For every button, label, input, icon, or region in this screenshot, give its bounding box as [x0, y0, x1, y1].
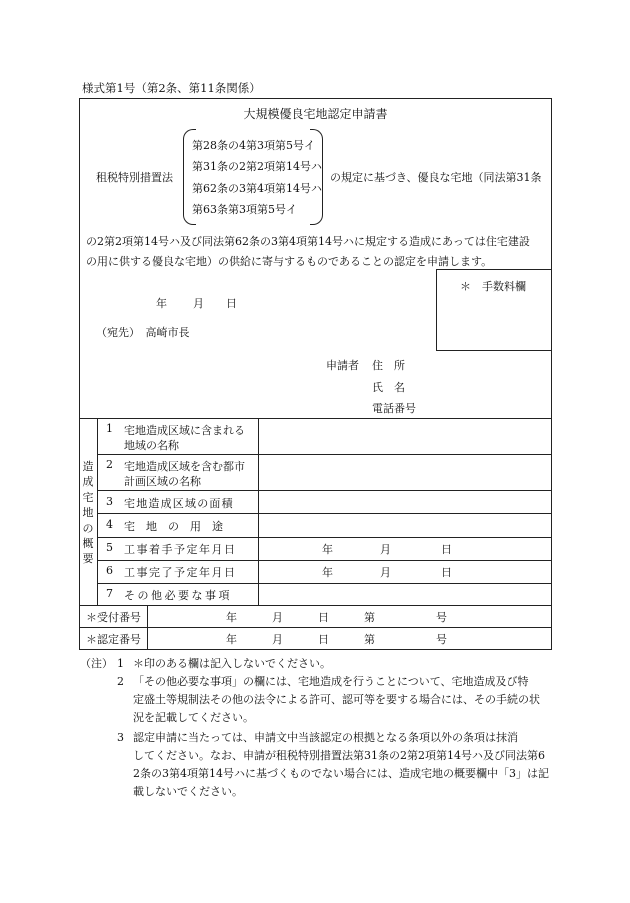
reception-label: ＊受付番号: [86, 611, 141, 624]
date-day: 日: [226, 297, 237, 310]
row-number: 4: [106, 518, 113, 531]
row-number: 1: [106, 422, 113, 435]
note-text: 載しないでください。: [133, 785, 243, 798]
start-year: 年: [322, 543, 333, 556]
note-text: ＊印のある欄は記入しないでください。: [133, 657, 331, 670]
note-text: 定盛土等規制法その他の法令による許可、認可等を要する場合には、その手続の状: [133, 693, 540, 706]
applicant-address: 住 所: [372, 359, 405, 372]
row-number: 7: [106, 587, 113, 600]
reception-go: 号: [436, 611, 447, 624]
applicant-label: 申請者: [326, 359, 359, 372]
reception-year: 年: [226, 611, 237, 624]
statement-suffix: の規定に基づき、優良な宅地（同法第31条: [330, 171, 542, 184]
row-label: 計画区域の名称: [124, 475, 201, 488]
provision-1: 第28条の4第3項第5号イ: [192, 139, 315, 152]
end-year: 年: [322, 566, 333, 579]
certification-year: 年: [226, 633, 237, 646]
provision-4: 第63条第3項第5号イ: [192, 203, 297, 216]
start-month: 月: [380, 543, 391, 556]
note-text: 「その他必要な事項」の欄には、宅地造成を行うことについて、宅地造成及び特: [133, 675, 529, 688]
form-title: 大規模優良宅地認定申請書: [243, 107, 388, 121]
note-number: 1: [117, 657, 124, 670]
statement-line-2: の2第2項第14号ハ及び同法第62条の3第4項第14号ハに規定する造成にあっては住宅建設: [86, 235, 530, 248]
certification-label: ＊認定番号: [86, 633, 141, 646]
fee-label: ＊ 手数料欄: [460, 280, 526, 293]
note-number: 3: [117, 731, 124, 744]
row-label: 宅地造成区域に含まれる: [124, 424, 245, 437]
row-label: 工事完了予定年月日: [124, 566, 237, 579]
addressee: （宛先） 高崎市長: [96, 326, 190, 339]
applicant-phone: 電話番号: [372, 402, 416, 415]
reception-month: 月: [272, 611, 283, 624]
provision-3: 第62条の3第4項第14号ハ: [192, 182, 322, 195]
reception-day: 日: [318, 611, 329, 624]
applicant-name: 氏 名: [372, 381, 405, 394]
note-text: 2条の3第4項第14号ハに基づくものでない場合には、造成宅地の概要欄中「3」は記: [133, 767, 549, 780]
overview-label: 造成宅地の概要: [82, 460, 94, 566]
row-number: 5: [106, 541, 113, 554]
note-text: 況を記載してください。: [133, 711, 254, 724]
row-label: 宅 地 の 用 途: [124, 520, 223, 533]
end-day: 日: [441, 566, 452, 579]
row-label: 工事着手予定年月日: [124, 543, 237, 556]
row-label: 宅地造成区域を含む都市: [124, 460, 245, 473]
statement-line-3: の用に供する優良な宅地）の供給に寄与するものであることの認定を申請します。: [86, 255, 493, 268]
row-number: 3: [106, 495, 113, 508]
note-text: 認定申請に当たっては、申請文中当該認定の根拠となる条項以外の条項は抹消: [133, 731, 518, 744]
notes-lead: （注）: [80, 657, 113, 670]
date-year: 年: [156, 297, 167, 310]
note-text: してください。なお、申請が租税特別措置法第31条の2第2項第14号ハ及び同法第6: [133, 749, 545, 762]
provision-2: 第31条の2第2項第14号ハ: [192, 160, 322, 173]
certification-month: 月: [272, 633, 283, 646]
row-number: 6: [106, 564, 113, 577]
reception-dai: 第: [364, 611, 375, 624]
certification-day: 日: [318, 633, 329, 646]
certification-go: 号: [436, 633, 447, 646]
row-number: 2: [106, 458, 113, 471]
certification-dai: 第: [364, 633, 375, 646]
row-label: 地域の名称: [124, 439, 179, 452]
end-month: 月: [380, 566, 391, 579]
row-label: 宅地造成区域の面積: [124, 497, 234, 510]
row-label: その他必要な事項: [124, 589, 232, 602]
form-label: 様式第1号（第2条、第11条関係）: [82, 81, 261, 95]
date-month: 月: [193, 297, 204, 310]
law-name: 租税特別措置法: [96, 171, 173, 184]
start-day: 日: [441, 543, 452, 556]
note-number: 2: [117, 675, 124, 688]
